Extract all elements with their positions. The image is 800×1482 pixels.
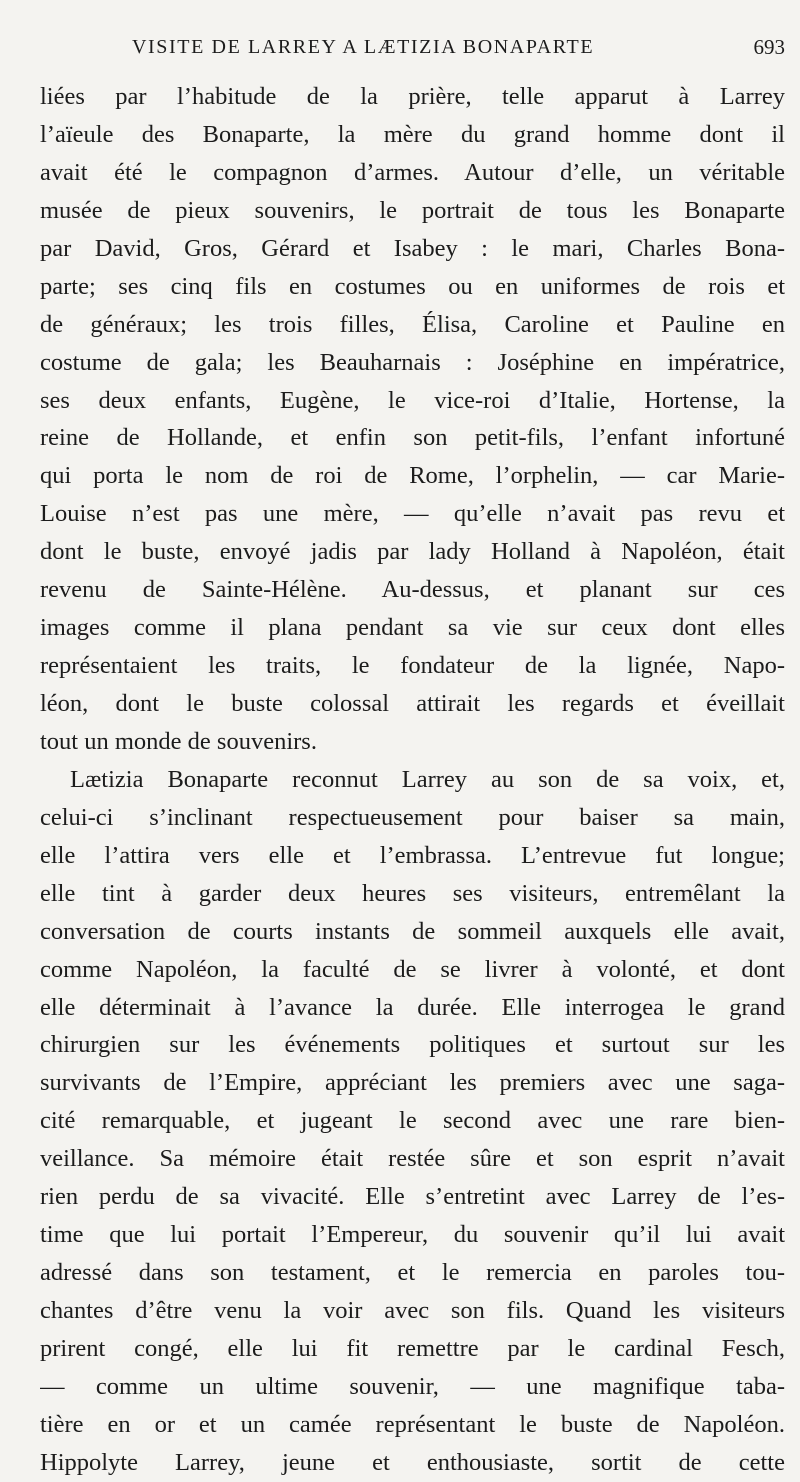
- text-line: celui-ci s’inclinant respectueusement pour baiser sa main,: [40, 803, 785, 831]
- text-line: chantes d’être venu la voir avec son fils. Quand les visiteurs: [40, 1297, 785, 1324]
- text-line: Hippolyte Larrey, jeune et enthousiaste, sortit de cette: [40, 1448, 785, 1476]
- text-line: reine de Hollande, et enfin son petit-fils, l’enfant infortuné: [40, 424, 785, 452]
- text-line: rien perdu de sa vivacité. Elle s’entretint avec Larrey de l’es-: [40, 1183, 785, 1211]
- text-line: conversation de courts instants de sommeil auxquels elle avait,: [40, 917, 785, 945]
- text-line: chirurgien sur les événements politiques et surtout sur les: [40, 1031, 785, 1059]
- text-line: elle déterminait à l’avance la durée. Elle interrogea le grand: [40, 993, 785, 1021]
- text-line: veillance. Sa mémoire était restée sûre et son esprit n’avait: [40, 1145, 785, 1173]
- text-line: comme Napoléon, la faculté de se livrer à volonté, et dont: [40, 955, 785, 983]
- text-line: Lætizia Bonaparte reconnut Larrey au son de sa voix, et,: [70, 765, 785, 793]
- text-line: images comme il plana pendant sa vie sur ceux dont elles: [40, 614, 785, 642]
- text-line: tout un monde de souvenirs.: [40, 727, 317, 755]
- text-line: costume de gala; les Beauharnais : Joséphine en impératrice,: [40, 348, 785, 376]
- paragraph: [40, 761, 785, 1482]
- text-line: ses deux enfants, Eugène, le vice-roi d’Italie, Hortense, la: [40, 386, 785, 414]
- running-head: [40, 30, 785, 64]
- text-line: cité remarquable, et jugeant le second avec une rare bien-: [40, 1107, 785, 1135]
- text-line: qui porta le nom de roi de Rome, l’orphelin, — car Marie-: [40, 462, 785, 490]
- text-line: revenu de Sainte-Hélène. Au-dessus, et planant sur ces: [40, 576, 785, 604]
- text-line: prirent congé, elle lui fit remettre par le cardinal Fesch,: [40, 1334, 785, 1362]
- text-line: parte; ses cinq fils en costumes ou en uniformes de rois et: [40, 272, 785, 300]
- text-line: musée de pieux souvenirs, le portrait de tous les Bonaparte: [40, 196, 785, 224]
- text-line: — comme un ultime souvenir, — une magnifique taba-: [40, 1372, 785, 1400]
- text-line: Louise n’est pas une mère, — qu’elle n’avait pas revu et: [40, 500, 785, 528]
- page-number: 693: [753, 35, 785, 59]
- text-line: tière en or et un camée représentant le buste de Napoléon.: [40, 1410, 785, 1438]
- text-line: dont le buste, envoyé jadis par lady Holland à Napoléon, était: [40, 538, 785, 566]
- text-line: time que lui portait l’Empereur, du souvenir qu’il lui avait: [40, 1221, 785, 1249]
- text-line: adressé dans son testament, et le remercia en paroles tou-: [40, 1259, 785, 1287]
- text-line: représentaient les traits, le fondateur de la lignée, Napo-: [40, 652, 785, 680]
- text-line: léon, dont le buste colossal attirait les regards et éveillait: [40, 690, 785, 717]
- body-text: [40, 78, 785, 1482]
- text-line: par David, Gros, Gérard et Isabey : le mari, Charles Bona-: [40, 234, 785, 262]
- paragraph: [40, 78, 785, 761]
- text-line: elle tint à garder deux heures ses visiteurs, entremêlant la: [40, 879, 785, 907]
- text-line: l’aïeule des Bonaparte, la mère du grand homme dont il: [40, 120, 785, 148]
- text-line: survivants de l’Empire, appréciant les premiers avec une saga-: [40, 1069, 785, 1097]
- running-title: VISITE DE LARREY A LÆTIZIA BONAPARTE: [132, 36, 595, 58]
- text-line: avait été le compagnon d’armes. Autour d’elle, un véritable: [40, 158, 785, 186]
- text-line: liées par l’habitude de la prière, telle apparut à Larrey: [40, 83, 785, 110]
- text-line: elle l’attira vers elle et l’embrassa. L’entrevue fut longue;: [40, 841, 785, 869]
- text-line: de généraux; les trois filles, Élisa, Caroline et Pauline en: [40, 310, 785, 338]
